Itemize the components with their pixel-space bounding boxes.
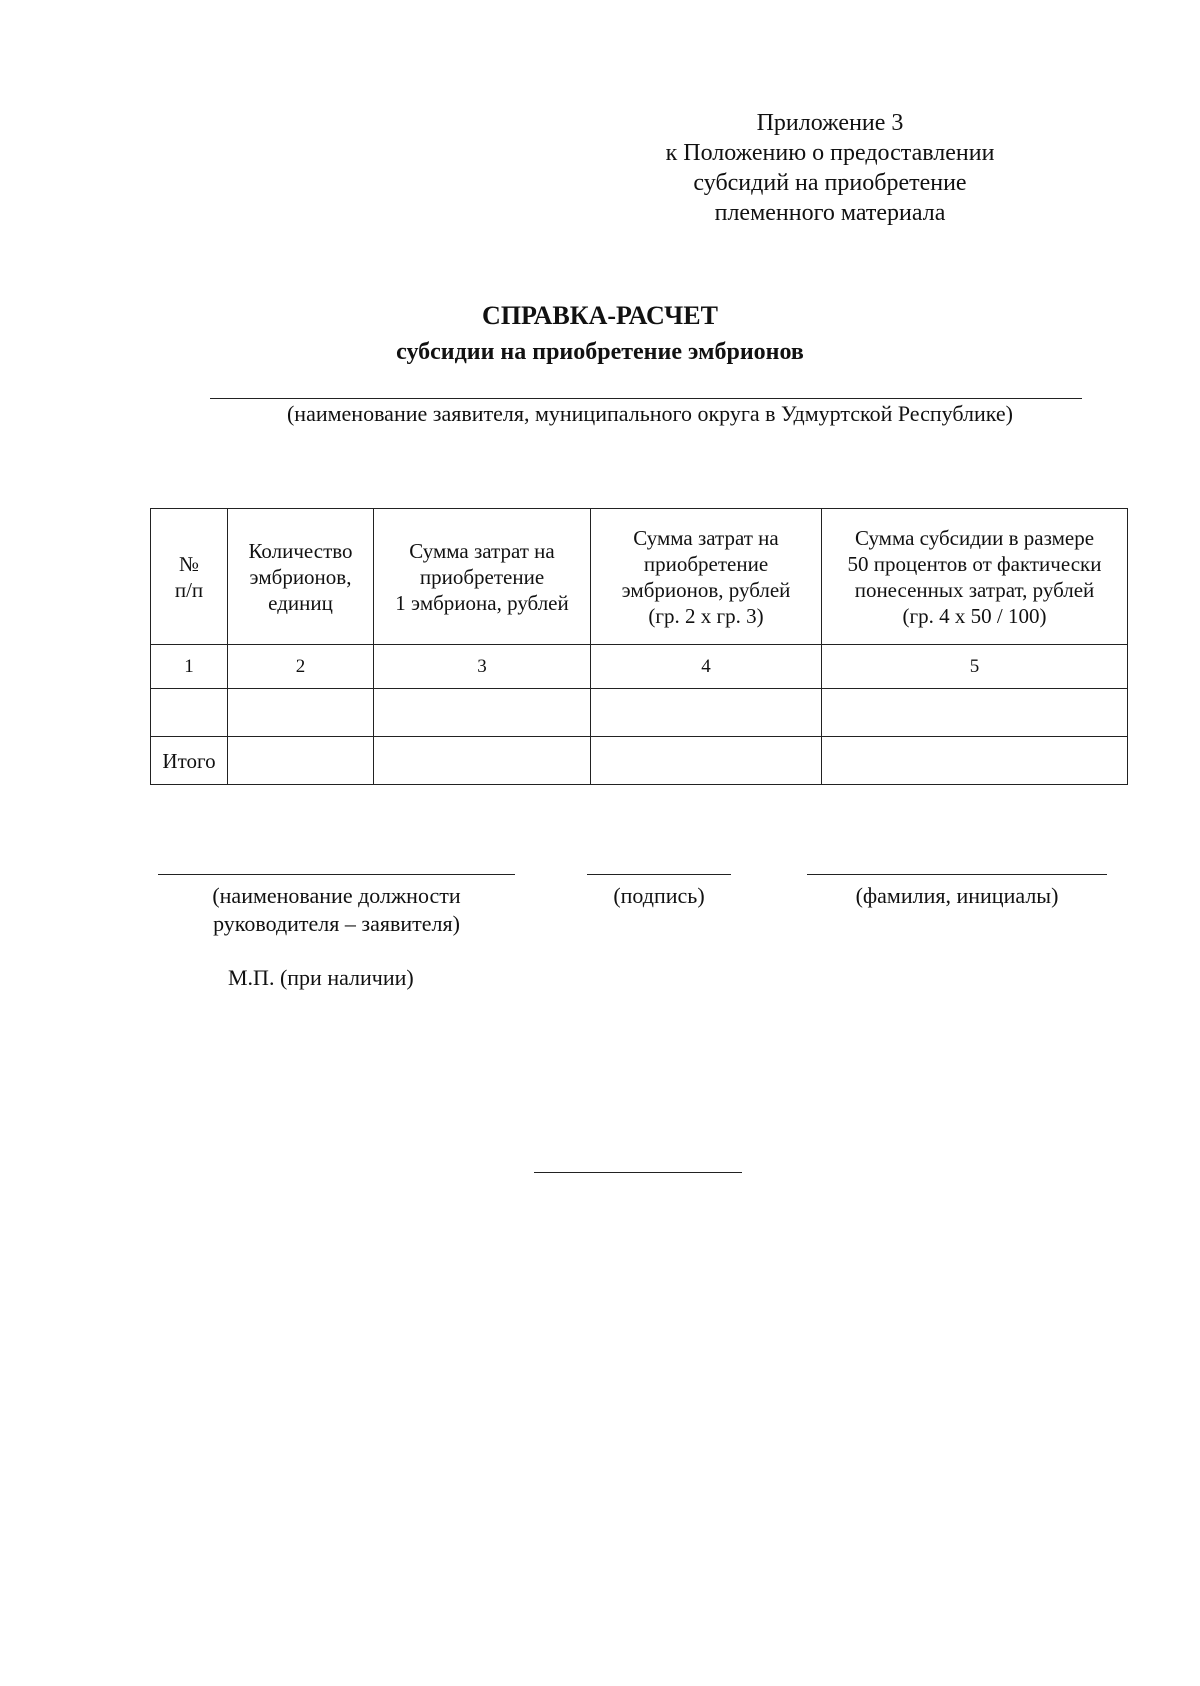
header-line: Сумма затрат на	[409, 538, 555, 563]
header-line: Сумма затрат на	[633, 525, 779, 550]
header-cell-total-cost	[591, 509, 822, 645]
caption-line: руководителя – заявителя)	[213, 911, 460, 936]
total-row	[151, 737, 1128, 785]
header-line: 1 эмбриона, рублей	[395, 590, 569, 615]
name-line	[807, 874, 1107, 875]
document-subtitle: субсидии на приобретение эмбрионов	[396, 339, 804, 365]
signature-line	[587, 874, 731, 875]
appendix-line: субсидий на приобретение	[693, 170, 967, 196]
appendix-reference	[620, 108, 1040, 228]
column-number: 4	[591, 645, 822, 689]
table-cell	[151, 689, 228, 737]
document-title: СПРАВКА-РАСЧЕТ	[482, 301, 718, 330]
position-caption	[158, 882, 515, 938]
header-cell-subsidy	[822, 509, 1128, 645]
table-cell	[591, 689, 822, 737]
calculation-table	[150, 508, 1128, 785]
header-line: 50 процентов от фактически	[847, 551, 1102, 576]
column-number: 3	[374, 645, 591, 689]
column-number: 5	[822, 645, 1128, 689]
column-number: 1	[151, 645, 228, 689]
header-line: Количество	[248, 538, 353, 563]
table-row	[151, 689, 1128, 737]
header-line: №	[178, 551, 200, 576]
header-line: эмбрионов,	[249, 564, 352, 589]
table-cell	[822, 689, 1128, 737]
closing-separator	[534, 1172, 742, 1173]
column-number-row	[151, 645, 1128, 689]
header-line: (гр. 4 х 50 / 100)	[902, 603, 1047, 628]
appendix-line: племенного материала	[714, 200, 946, 226]
header-line: приобретение	[419, 564, 545, 589]
header-line: (гр. 2 х гр. 3)	[648, 603, 764, 628]
table-cell	[591, 737, 822, 785]
header-line: эмбрионов, рублей	[621, 577, 791, 602]
appendix-line: Приложение 3	[756, 110, 904, 136]
table-cell	[228, 737, 374, 785]
table-header-row	[151, 509, 1128, 645]
table-cell	[228, 689, 374, 737]
caption-line: (наименование должности	[212, 883, 461, 908]
header-cell-number	[151, 509, 228, 645]
header-line: приобретение	[643, 551, 769, 576]
signature-caption: (подпись)	[613, 883, 705, 908]
total-label: Итого	[151, 737, 228, 785]
appendix-line: к Положению о предоставлении	[665, 140, 995, 166]
name-caption: (фамилия, инициалы)	[855, 883, 1059, 908]
applicant-caption: (наименование заявителя, муниципального округа в Удмуртской Республике)	[286, 401, 1013, 426]
table-cell	[822, 737, 1128, 785]
column-number: 2	[228, 645, 374, 689]
header-cell-quantity	[228, 509, 374, 645]
applicant-name-line	[210, 398, 1082, 399]
header-line: п/п	[174, 577, 204, 602]
position-line	[158, 874, 515, 875]
header-cell-unit-cost	[374, 509, 591, 645]
header-line: понесенных затрат, рублей	[854, 577, 1095, 602]
table-cell	[374, 737, 591, 785]
header-line: Сумма субсидии в размере	[854, 525, 1095, 550]
header-line: единиц	[268, 590, 333, 615]
stamp-placeholder: М.П. (при наличии)	[228, 965, 414, 990]
table-cell	[374, 689, 591, 737]
